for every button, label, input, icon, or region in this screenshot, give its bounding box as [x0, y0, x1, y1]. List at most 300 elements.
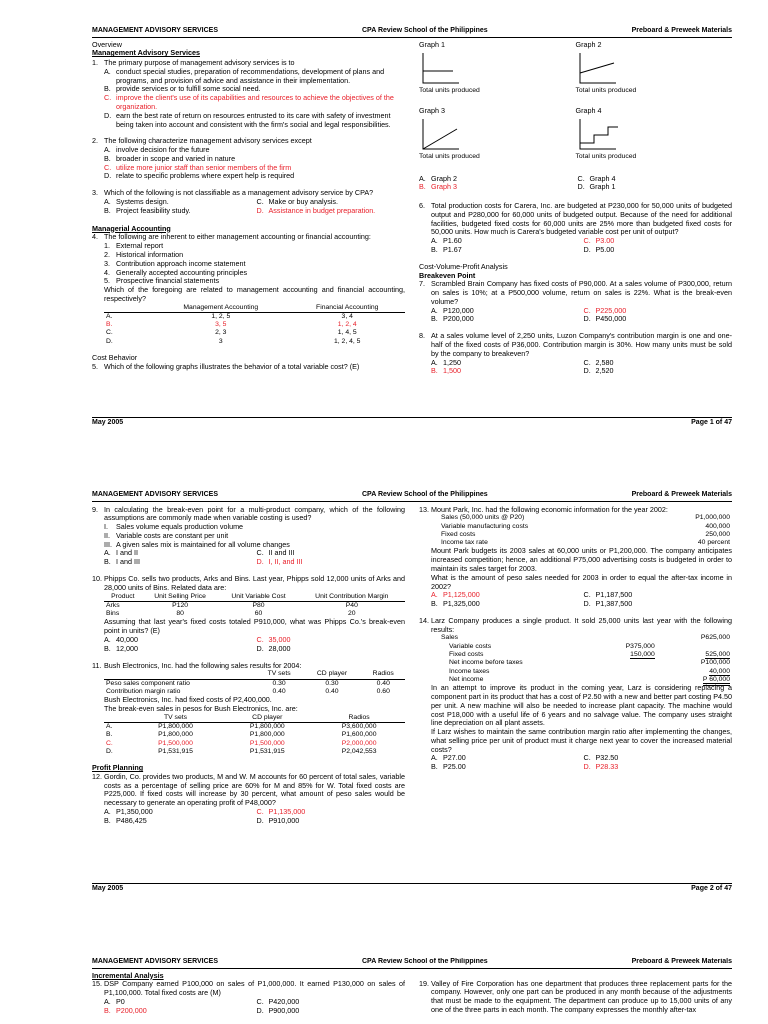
- question-19: [419, 980, 732, 1015]
- footer-page: Page 2 of 47: [691, 885, 732, 892]
- cell: Fixed costs: [441, 530, 476, 538]
- header-material: Preboard & Preweek Materials: [631, 491, 732, 498]
- option: [257, 817, 406, 826]
- cell: P3,600,000: [341, 723, 377, 730]
- question-1: [92, 59, 405, 129]
- opt-letter: D.: [256, 643, 264, 653]
- opt-text: P27.00: [443, 753, 466, 763]
- item-text: Sales volume equals production volume: [116, 522, 244, 532]
- opt-letter: C.: [104, 162, 112, 172]
- opt-text: II and III: [268, 548, 295, 558]
- cell: 40 percent: [697, 539, 730, 547]
- option-answer: [257, 207, 406, 216]
- question-7: [419, 280, 732, 324]
- cell: Variable costs: [449, 642, 492, 650]
- cell: P1,500,000: [249, 739, 285, 747]
- opt-text: P120,000: [443, 305, 474, 315]
- q-text-2: Bush Electronics, Inc. had fixed costs of P2,400,000.: [104, 695, 272, 705]
- opt-text: Graph 2: [431, 173, 457, 183]
- opt-letter: B.: [104, 84, 111, 94]
- footer-date: May 2005: [92, 885, 124, 892]
- option: [104, 68, 405, 86]
- cell: 80: [176, 610, 184, 618]
- option: [584, 315, 733, 324]
- graph-1-plot: [419, 49, 539, 87]
- col-header: Management Accounting: [152, 304, 289, 313]
- section-mas: Management Advisory Services: [92, 48, 200, 58]
- cell: P625,000: [700, 634, 730, 642]
- cell: P120: [172, 601, 189, 609]
- page-2: [92, 491, 732, 891]
- cell: 1, 2, 4: [337, 321, 357, 329]
- opt-letter: C.: [583, 590, 591, 600]
- opt-text: I and II: [116, 548, 138, 558]
- opt-letter: B.: [104, 557, 111, 567]
- opt-text: involve decision for the future: [116, 145, 210, 155]
- q-text: Mount Park, Inc. had the following economic information for the year 2002:: [431, 504, 668, 514]
- q-text: Valley of Fire Corporation has one department that produces three replacement parts for the company. However, only one part can be produced in any month because of the adjustments that must be made to the equipment. The department can produce up to 15,000 units of any one of the three parts in each month. The company expresses the monthly after-tax: [431, 978, 732, 1014]
- q-number: 8.: [419, 331, 425, 341]
- section-profit-planning: Profit Planning: [92, 763, 144, 773]
- cell: P 60,000: [703, 676, 730, 686]
- opt-text: P1.60: [443, 236, 462, 246]
- opt-letter: A.: [431, 753, 438, 763]
- opt-text: Make or buy analysis.: [268, 197, 339, 207]
- cell: 250,000: [705, 530, 730, 538]
- opt-text: provide services or to fulfill some social need.: [116, 84, 261, 94]
- graph-4-plot: [576, 115, 696, 153]
- opt-text: 35,000: [268, 634, 291, 644]
- option-answer: [104, 1007, 253, 1016]
- page-3: [92, 958, 732, 1024]
- option-answer: [584, 763, 733, 772]
- opt-letter: D.: [256, 557, 264, 567]
- opt-text: 2,580: [595, 357, 614, 367]
- cell: P1,531,915: [158, 747, 193, 755]
- table-row: [431, 514, 732, 522]
- page-1: [92, 27, 732, 425]
- left-column: [92, 41, 405, 377]
- q-number: 7.: [419, 279, 425, 289]
- opt-letter: C.: [104, 93, 112, 103]
- opt-text: P1,187,500: [595, 590, 633, 600]
- item-number: 4.: [104, 267, 110, 277]
- opt-letter: C.: [583, 236, 591, 246]
- cell: 0.40: [325, 687, 339, 695]
- col-header: Product: [104, 593, 142, 602]
- q-text: Total production costs for Carera, Inc. are budgeted at P230,000 for 50,000 units of budgeted output and P280,000 for 60,000 units of budgeted output. Because of the need for additional facilities, budgeted fixed costs for 60,000 units are 25% more than budgeted fixed costs for 50,000 units. How much is Carera's budgeted variable cost per unit of output?: [431, 201, 732, 237]
- option: [431, 246, 580, 255]
- opt-letter: A.: [431, 236, 438, 246]
- opt-text: P5.00: [595, 245, 615, 254]
- opt-text: Graph 1: [589, 182, 616, 192]
- header-school: CPA Review School of the Philippines: [362, 491, 488, 498]
- q-number: 1.: [92, 58, 98, 68]
- page-header: [92, 491, 732, 502]
- cell: P80: [252, 601, 265, 609]
- question-3: [92, 189, 405, 215]
- opt-letter: D.: [256, 205, 264, 215]
- opt-text: P450,000: [595, 314, 627, 324]
- q-text-3: What is the amount of peso sales needed for 2003 in order to equal the after-tax income in 2002?: [431, 572, 732, 591]
- cell: A.: [106, 312, 113, 320]
- opt-letter: D.: [256, 815, 264, 825]
- opt-text: P0: [116, 996, 125, 1006]
- opt-text: P1,325,000: [443, 599, 480, 609]
- graphs-grid: [419, 41, 732, 169]
- table-row: [431, 634, 732, 642]
- cell: 0.40: [376, 679, 390, 687]
- product-table: [104, 593, 405, 619]
- option: [431, 315, 580, 324]
- graph-2-plot: [576, 49, 696, 87]
- graph-label: Graph 1: [419, 39, 445, 49]
- header-subject: MANAGEMENT ADVISORY SERVICES: [92, 491, 219, 498]
- item-text: Generally accepted accounting principles: [116, 267, 248, 277]
- opt-letter: A.: [419, 173, 426, 183]
- answer-table: [104, 304, 405, 346]
- header-material: Preboard & Preweek Materials: [631, 958, 732, 965]
- opt-text: P3.00: [595, 236, 615, 246]
- q-text: Bush Electronics, Inc. had the following sales results for 2004:: [104, 660, 302, 670]
- section-overview: Overview: [92, 39, 122, 49]
- table-row: [431, 523, 732, 531]
- q-number: 11.: [92, 660, 102, 670]
- opt-letter: A.: [431, 590, 438, 600]
- table-row: [104, 329, 405, 337]
- opt-text: earn the best rate of return on resources entrusted to its care with safety of investment being taken into account and consistent with the firm's social and legal responsibilities.: [116, 110, 391, 129]
- section-managerial: Managerial Accounting: [92, 223, 171, 233]
- q-number: 2.: [92, 136, 98, 146]
- opt-letter: B.: [104, 815, 111, 825]
- col-header: Unit Contribution Margin: [299, 593, 405, 602]
- option: [584, 600, 733, 609]
- opt-text: I and III: [116, 557, 140, 567]
- option: [104, 207, 253, 216]
- opt-letter: B.: [431, 366, 438, 376]
- q-number: 12.: [92, 771, 102, 781]
- opt-letter: B.: [431, 314, 438, 324]
- opt-letter: C.: [577, 173, 585, 183]
- cell: C.: [106, 739, 113, 747]
- opt-letter: C.: [583, 753, 591, 763]
- opt-letter: C.: [256, 197, 264, 207]
- question-10: [92, 575, 405, 654]
- cell: P1,500,000: [158, 739, 193, 747]
- q-text-2: Assuming that last year's fixed costs totaled P910,000, what was Phipps Co.'s break-even point in units? (E): [104, 617, 405, 636]
- opt-text: P32.50: [595, 753, 619, 763]
- q-text-2: Which of the foregoing are related to management accounting and financial accounting, respectively?: [104, 285, 405, 303]
- q-number: 13.: [419, 504, 429, 514]
- graph-caption: Total units produced: [575, 153, 637, 161]
- cell: 0.60: [376, 687, 390, 695]
- opt-letter: C.: [256, 548, 264, 558]
- q-text-3: If Larz wishes to maintain the same contribution margin ratio after implementing the changes, what selling price per unit of product must it charge next year to cover the increased material costs?: [431, 727, 732, 754]
- item-number: 1.: [104, 241, 110, 251]
- q-text: In calculating the break-even point for a multi-product company, which of the following assumptions are commonly made when variable costing is used?: [104, 504, 405, 523]
- graph-label: Graph 2: [575, 39, 602, 49]
- cell: 1, 2, 4, 5: [333, 337, 361, 345]
- header-subject: MANAGEMENT ADVISORY SERVICES: [92, 27, 219, 34]
- q-number: 9.: [92, 504, 98, 514]
- opt-text: P1,125,000: [443, 590, 480, 600]
- question-4: [92, 233, 405, 346]
- opt-letter: C.: [583, 305, 591, 315]
- item-number: 5.: [104, 276, 110, 286]
- cell: P100,000: [700, 659, 730, 667]
- option-answer: [419, 183, 574, 192]
- table-row: [431, 643, 732, 651]
- opt-text: P25.00: [443, 762, 466, 772]
- opt-letter: C.: [583, 357, 591, 367]
- item-number: 2.: [104, 249, 110, 259]
- q-number: 10.: [92, 574, 102, 583]
- opt-letter: A.: [104, 548, 111, 558]
- table-row: [431, 659, 732, 667]
- cell: D.: [106, 337, 113, 345]
- opt-text: 12,000: [116, 643, 138, 653]
- q-text-2: Mount Park budgets its 2003 sales at 60,000 units or P1,200,000. The company anticipates increased competition; hence, an additional P75,000 advertising costs is budgeted in order to maintain its sales target for 2003.: [431, 546, 732, 573]
- table-row: [104, 338, 405, 346]
- question-6: [419, 202, 732, 255]
- cell: P1,000,000: [695, 514, 730, 522]
- opt-letter: B.: [104, 205, 111, 215]
- q-text: Scrambled Brain Company has fixed costs of P90,000. At a sales volume of P300,000, return on sales is 10%; at a P500,000 volume, return on sales is 22%. What is the break-even volume?: [431, 279, 732, 306]
- col-header: [104, 670, 256, 679]
- opt-text: 28,000: [268, 643, 291, 653]
- financial-data: [431, 514, 732, 547]
- q-text: Which of the following graphs illustrates the behavior of a total variable cost? (E): [104, 361, 360, 371]
- opt-text: P900,000: [268, 1005, 300, 1015]
- opt-text: P1,135,000: [268, 807, 306, 817]
- opt-text: 1,500: [443, 366, 461, 376]
- question-2: [92, 137, 405, 181]
- footer-date: May 2005: [92, 419, 124, 426]
- page-header: [92, 958, 732, 969]
- item-number: 3.: [104, 258, 110, 268]
- table-row-answer: [104, 321, 405, 329]
- q-number: 3.: [92, 188, 98, 198]
- opt-text: broader in scope and varied in nature: [116, 153, 236, 163]
- opt-letter: D.: [583, 762, 591, 772]
- opt-letter: A.: [104, 197, 111, 207]
- item-number: II.: [104, 530, 110, 540]
- section-cvp: Cost-Volume-Profit Analysis: [419, 261, 508, 271]
- q5-options: [419, 175, 732, 193]
- opt-letter: D.: [583, 314, 591, 324]
- cell: Variable manufacturing costs: [441, 522, 529, 530]
- cell: P2,042,553: [341, 747, 377, 755]
- opt-text: P486,425: [116, 815, 147, 825]
- option-answer: [431, 367, 580, 376]
- opt-text: P420,000: [268, 996, 300, 1006]
- graph-1: [419, 41, 576, 103]
- graph-label: Graph 4: [575, 105, 602, 115]
- right-column: [419, 505, 732, 826]
- q-number: 5.: [92, 361, 98, 371]
- opt-text: 40,000: [116, 634, 138, 644]
- table-row: [104, 748, 405, 756]
- cell: P1,800,000: [158, 723, 193, 730]
- cell: Net income before taxes: [449, 659, 523, 667]
- question-5: [92, 363, 405, 372]
- list-item: [104, 541, 405, 550]
- opt-text: conduct special studies, preparation of recommendations, development of plans and programs, and provision of advice and assistance in their implementation.: [116, 66, 385, 85]
- item-text: Prospective financial statements: [116, 276, 220, 286]
- q-text-2: In an attempt to improve its product in the coming year, Larz is considering replacing a component part in its product that has a cost of P2.50 with a new and better part costing P4.50 per unit. A new machine will also be needed to increase plant capacity. The machine would cost P18,000 with a useful life of 6 years and no salvage value. The company uses straight line depreciation on all plant assets.: [431, 683, 732, 728]
- opt-text: P200,000: [116, 1005, 147, 1015]
- graph-3-plot: [419, 115, 539, 153]
- table-row: [104, 723, 405, 732]
- opt-letter: A.: [104, 807, 111, 817]
- cell: B.: [106, 731, 113, 739]
- q-number: 6.: [419, 201, 425, 211]
- cell: P375,000: [625, 642, 655, 650]
- opt-letter: B.: [431, 762, 438, 772]
- option: [257, 1007, 406, 1016]
- opt-letter: A.: [431, 357, 438, 367]
- option-answer: [257, 558, 406, 567]
- item-text: Contribution approach income statement: [116, 258, 246, 268]
- opt-text: improve the client's use of its capabilities and resources to achieve the objectives of the organization.: [116, 93, 394, 111]
- cell: P2,000,000: [341, 739, 377, 747]
- graph-4: [576, 107, 733, 169]
- cell: 20: [348, 610, 356, 618]
- ratio-table: [104, 670, 405, 696]
- item-number: I.: [104, 522, 108, 532]
- opt-letter: D.: [104, 110, 112, 120]
- opt-letter: A.: [104, 66, 111, 76]
- cell: P1,600,000: [341, 731, 377, 739]
- graph-caption: Total units produced: [575, 87, 637, 95]
- cell: 0.30: [272, 679, 286, 687]
- header-subject: MANAGEMENT ADVISORY SERVICES: [92, 958, 219, 965]
- opt-letter: B.: [104, 153, 111, 163]
- income-statement: [431, 634, 732, 684]
- option: [431, 600, 580, 609]
- opt-text: P1,350,000: [116, 807, 153, 817]
- option: [104, 558, 253, 567]
- opt-text: P28.33: [595, 762, 619, 772]
- table-row-answer: [104, 740, 405, 748]
- question-12: [92, 773, 405, 826]
- cell: P40: [345, 601, 358, 609]
- col-header: Radios: [313, 714, 405, 723]
- opt-text: Graph 3: [431, 182, 457, 192]
- cell: Income tax rate: [441, 539, 488, 547]
- col-header: Unit Variable Cost: [218, 593, 298, 602]
- col-header: Financial Accounting: [289, 304, 405, 313]
- header-material: Preboard & Preweek Materials: [631, 27, 732, 34]
- opt-letter: C.: [256, 807, 264, 817]
- opt-text: Systems design.: [116, 197, 169, 207]
- item-number: III.: [104, 539, 112, 549]
- section-cost-behavior: Cost Behavior: [92, 353, 138, 363]
- cell: Net income: [449, 675, 484, 683]
- cell: Arks: [106, 601, 120, 609]
- opt-text: 1,250: [443, 357, 461, 367]
- q-text: Gordin, Co. provides two products, M and W. M accounts for 60 percent of total sales, variable costs as a percentage of selling price are 60% for M and 85% for W. Total fixed costs are P225,000. If fixed costs will increase by 30 percent, what amount of peso sales would be necessary to generate an operating profit of P48,000?: [104, 771, 405, 808]
- cell: P1,800,000: [249, 723, 285, 730]
- cell: Sales: [441, 634, 459, 642]
- opt-text: utilize more junior staff than senior members of the firm: [116, 162, 292, 172]
- opt-letter: C.: [256, 996, 264, 1006]
- right-column: [419, 972, 732, 1016]
- cell: 150,000: [630, 651, 655, 659]
- graph-caption: Total units produced: [419, 87, 480, 95]
- q-text: At a sales volume level of 2,250 units, Luzon Company's contribution margin is one and one-half of the fixed costs of P36,000. Contribution margin is 30%. How many units must be sold by the company to breakeven?: [431, 331, 732, 358]
- q-text-3: The break-even sales in pesos for Bush Electronics, Inc. are:: [104, 703, 298, 713]
- option: [584, 367, 733, 376]
- q-number: 14.: [419, 615, 429, 625]
- opt-letter: A.: [104, 634, 111, 644]
- header-school: CPA Review School of the Philippines: [362, 958, 488, 965]
- opt-letter: A.: [104, 996, 111, 1006]
- cell: Fixed costs: [449, 651, 484, 659]
- cell: 2, 3: [215, 329, 227, 337]
- opt-letter: D.: [583, 366, 591, 376]
- col-header: CD player: [302, 670, 361, 679]
- table-row: [104, 312, 405, 321]
- cell: P1,531,915: [249, 747, 285, 755]
- cell: Contribution margin ratio: [106, 687, 181, 695]
- cell: Bins: [106, 610, 120, 618]
- q-number: 15.: [92, 979, 102, 989]
- q-text: The following are inherent to either management accounting or financial accounting:: [104, 232, 371, 242]
- cell: 3: [218, 337, 223, 345]
- opt-text: P1.67: [443, 245, 462, 254]
- table-row: [431, 531, 732, 539]
- cell: B.: [106, 321, 113, 329]
- opt-letter: B.: [104, 643, 111, 653]
- option: [104, 645, 253, 654]
- cell: 1, 4, 5: [337, 329, 357, 337]
- opt-letter: B.: [419, 182, 426, 192]
- option: [584, 246, 733, 255]
- question-15: [92, 980, 405, 1015]
- page-footer: [92, 417, 732, 428]
- left-column: [92, 972, 405, 1016]
- graph-2: [576, 41, 733, 103]
- col-header: Radios: [362, 670, 405, 679]
- option: [104, 172, 405, 181]
- cell: P1,800,000: [249, 731, 285, 739]
- q-text: Phipps Co. sells two products, Arks and Bins. Last year, Phipps sold 12,000 units of Arks and 28,000 units of Bins. Related data are:: [104, 574, 405, 592]
- graph-label: Graph 3: [419, 105, 445, 115]
- opt-letter: B.: [431, 245, 438, 254]
- q-text: The following characterize management advisory services except: [104, 136, 312, 146]
- opt-text: Assistance in budget preparation.: [268, 205, 376, 215]
- cell: P1,800,000: [158, 731, 193, 739]
- col-header: TV sets: [130, 714, 222, 723]
- right-column: [419, 41, 732, 377]
- option: [578, 183, 733, 192]
- opt-text: P225,000: [595, 305, 627, 315]
- header-school: CPA Review School of the Philippines: [362, 27, 488, 34]
- cell: 60: [254, 610, 263, 618]
- cell: 1, 2, 5: [211, 312, 231, 320]
- graph-3: [419, 107, 576, 169]
- opt-text: Graph 4: [589, 173, 616, 183]
- section-bep: Breakeven Point: [419, 270, 476, 280]
- opt-letter: B.: [431, 599, 438, 609]
- option: [104, 112, 405, 130]
- question-11: [92, 662, 405, 757]
- cell: Peso sales component ratio: [106, 679, 190, 687]
- opt-letter: D.: [577, 182, 585, 192]
- option-answer: [104, 94, 405, 112]
- cell: 0.40: [272, 687, 286, 695]
